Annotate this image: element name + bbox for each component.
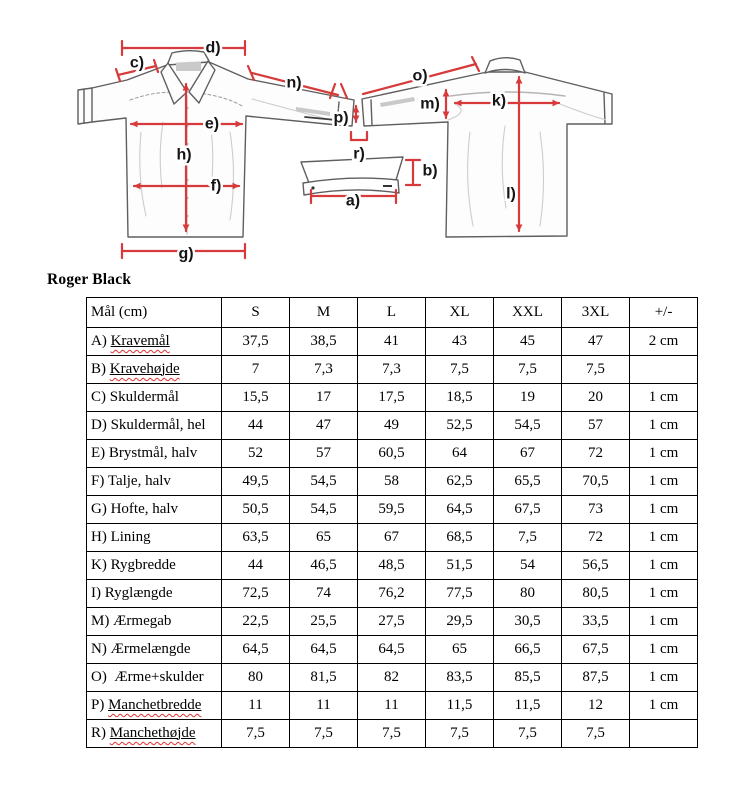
value-cell: 82 [358, 664, 426, 692]
table-row [87, 384, 698, 412]
size-table-body [87, 328, 698, 748]
value-cell: 25,5 [290, 608, 358, 636]
table-row [87, 552, 698, 580]
value-cell: 11 [222, 692, 290, 720]
value-cell: 68,5 [426, 524, 494, 552]
value-cell: 7,3 [358, 356, 426, 384]
measure-label-b: b) [422, 162, 438, 180]
value-cell: 1 cm [630, 636, 698, 664]
table-row [87, 440, 698, 468]
header-size-col: +/- [630, 298, 698, 328]
value-cell: 54 [494, 552, 562, 580]
header-size-col: XL [426, 298, 494, 328]
row-label: I) Ryglængde [87, 580, 222, 608]
value-cell: 49 [358, 412, 426, 440]
value-cell: 44 [222, 552, 290, 580]
value-cell: 11,5 [426, 692, 494, 720]
header-size-col: L [358, 298, 426, 328]
value-cell: 7,5 [494, 356, 562, 384]
value-cell: 67,5 [494, 496, 562, 524]
value-cell: 47 [562, 328, 630, 356]
value-cell: 7 [222, 356, 290, 384]
value-cell: 1 cm [630, 440, 698, 468]
value-cell: 1 cm [630, 384, 698, 412]
measure-label-e: e) [204, 115, 220, 133]
value-cell: 64,5 [290, 636, 358, 664]
value-cell: 7,5 [358, 720, 426, 748]
value-cell: 66,5 [494, 636, 562, 664]
table-row [87, 580, 698, 608]
value-cell: 11 [290, 692, 358, 720]
value-cell: 12 [562, 692, 630, 720]
value-cell: 1 cm [630, 580, 698, 608]
value-cell: 29,5 [426, 608, 494, 636]
value-cell: 85,5 [494, 664, 562, 692]
row-label: C) Skuldermål [87, 384, 222, 412]
value-cell: 19 [494, 384, 562, 412]
value-cell: 1 cm [630, 692, 698, 720]
value-cell: 72 [562, 524, 630, 552]
header-size-col: M [290, 298, 358, 328]
measure-label-c: c) [129, 54, 145, 72]
value-cell: 65 [426, 636, 494, 664]
row-label: G) Hofte, halv [87, 496, 222, 524]
value-cell: 64,5 [222, 636, 290, 664]
value-cell [630, 720, 698, 748]
value-cell: 7,5 [426, 356, 494, 384]
value-cell: 30,5 [494, 608, 562, 636]
measure-label-a: a) [345, 192, 361, 210]
shirt-measurement-diagram [0, 4, 738, 270]
value-cell: 20 [562, 384, 630, 412]
measure-label-r: r) [353, 145, 365, 163]
value-cell: 1 cm [630, 496, 698, 524]
value-cell: 7,3 [290, 356, 358, 384]
value-cell: 37,5 [222, 328, 290, 356]
measure-label-g: g) [178, 245, 194, 263]
measure-label-m: m) [420, 95, 440, 113]
row-label: B) Kravehøjde [87, 356, 222, 384]
value-cell: 51,5 [426, 552, 494, 580]
value-cell: 76,2 [358, 580, 426, 608]
value-cell: 57 [290, 440, 358, 468]
value-cell: 73 [562, 496, 630, 524]
value-cell: 52,5 [426, 412, 494, 440]
value-cell: 80,5 [562, 580, 630, 608]
value-cell: 65 [290, 524, 358, 552]
measure-label-n: n) [286, 74, 302, 92]
size-diagram-svg [0, 4, 738, 270]
size-table [86, 297, 698, 748]
value-cell: 59,5 [358, 496, 426, 524]
value-cell: 81,5 [290, 664, 358, 692]
size-table-header-row [87, 298, 698, 328]
value-cell: 1 cm [630, 524, 698, 552]
value-cell: 46,5 [290, 552, 358, 580]
table-row [87, 468, 698, 496]
value-cell: 7,5 [222, 720, 290, 748]
value-cell: 18,5 [426, 384, 494, 412]
value-cell: 1 cm [630, 552, 698, 580]
value-cell: 2 cm [630, 328, 698, 356]
value-cell: 7,5 [494, 524, 562, 552]
value-cell: 44 [222, 412, 290, 440]
row-label: H) Lining [87, 524, 222, 552]
value-cell: 7,5 [426, 720, 494, 748]
measure-label-d: d) [205, 39, 221, 57]
back-collar [485, 58, 525, 73]
value-cell: 22,5 [222, 608, 290, 636]
value-cell: 49,5 [222, 468, 290, 496]
measure-label-f: f) [210, 177, 222, 195]
product-title: Roger Black [47, 271, 132, 288]
table-row [87, 524, 698, 552]
measure-label-o: o) [412, 67, 428, 85]
row-label: R) Manchethøjde [87, 720, 222, 748]
value-cell: 67,5 [562, 636, 630, 664]
table-row [87, 692, 698, 720]
value-cell: 1 cm [630, 412, 698, 440]
value-cell: 54,5 [494, 412, 562, 440]
table-row [87, 720, 698, 748]
value-cell: 33,5 [562, 608, 630, 636]
value-cell: 54,5 [290, 496, 358, 524]
value-cell: 50,5 [222, 496, 290, 524]
value-cell: 60,5 [358, 440, 426, 468]
value-cell: 80 [222, 664, 290, 692]
value-cell: 48,5 [358, 552, 426, 580]
header-measure-col: Mål (cm) [87, 298, 222, 328]
value-cell: 7,5 [494, 720, 562, 748]
value-cell: 52 [222, 440, 290, 468]
measure-label-k: k) [491, 92, 507, 110]
table-row [87, 608, 698, 636]
value-cell: 57 [562, 412, 630, 440]
value-cell: 47 [290, 412, 358, 440]
row-label: D) Skuldermål, hel [87, 412, 222, 440]
measure-label-p: p) [333, 109, 349, 127]
row-label: M) Ærmegab [87, 608, 222, 636]
value-cell: 7,5 [290, 720, 358, 748]
value-cell: 1 cm [630, 664, 698, 692]
back-shirt-outline [362, 72, 612, 237]
table-row [87, 328, 698, 356]
row-label: K) Rygbredde [87, 552, 222, 580]
table-row [87, 496, 698, 524]
value-cell: 17 [290, 384, 358, 412]
value-cell: 7,5 [562, 720, 630, 748]
table-row [87, 356, 698, 384]
value-cell: 45 [494, 328, 562, 356]
value-cell: 72,5 [222, 580, 290, 608]
value-cell: 74 [290, 580, 358, 608]
value-cell: 80 [494, 580, 562, 608]
table-row [87, 636, 698, 664]
value-cell: 63,5 [222, 524, 290, 552]
header-size-col: S [222, 298, 290, 328]
value-cell: 83,5 [426, 664, 494, 692]
row-label: P) Manchetbredde [87, 692, 222, 720]
value-cell: 15,5 [222, 384, 290, 412]
value-cell: 65,5 [494, 468, 562, 496]
value-cell: 38,5 [290, 328, 358, 356]
value-cell: 11,5 [494, 692, 562, 720]
value-cell: 43 [426, 328, 494, 356]
value-cell: 62,5 [426, 468, 494, 496]
value-cell: 41 [358, 328, 426, 356]
table-row [87, 664, 698, 692]
row-label: F) Talje, halv [87, 468, 222, 496]
value-cell: 67 [494, 440, 562, 468]
row-label: N) Ærmelængde [87, 636, 222, 664]
row-label: O) Ærme+skulder [87, 664, 222, 692]
measure-label-l: l) [506, 185, 516, 203]
table-row [87, 412, 698, 440]
collar-band-piece [301, 157, 403, 195]
value-cell: 56,5 [562, 552, 630, 580]
value-cell: 11 [358, 692, 426, 720]
value-cell: 1 cm [630, 608, 698, 636]
value-cell: 67 [358, 524, 426, 552]
row-label: E) Brystmål, halv [87, 440, 222, 468]
header-size-col: 3XL [562, 298, 630, 328]
value-cell: 58 [358, 468, 426, 496]
value-cell: 54,5 [290, 468, 358, 496]
measure-label-h: h) [176, 146, 192, 164]
value-cell: 27,5 [358, 608, 426, 636]
value-cell: 64,5 [426, 496, 494, 524]
front-collar-band [168, 51, 209, 63]
value-cell: 72 [562, 440, 630, 468]
value-cell: 70,5 [562, 468, 630, 496]
value-cell: 64 [426, 440, 494, 468]
row-label: A) Kravemål [87, 328, 222, 356]
value-cell: 87,5 [562, 664, 630, 692]
value-cell: 77,5 [426, 580, 494, 608]
value-cell: 7,5 [562, 356, 630, 384]
value-cell: 17,5 [358, 384, 426, 412]
value-cell: 64,5 [358, 636, 426, 664]
value-cell [630, 356, 698, 384]
header-size-col: XXL [494, 298, 562, 328]
value-cell: 1 cm [630, 468, 698, 496]
